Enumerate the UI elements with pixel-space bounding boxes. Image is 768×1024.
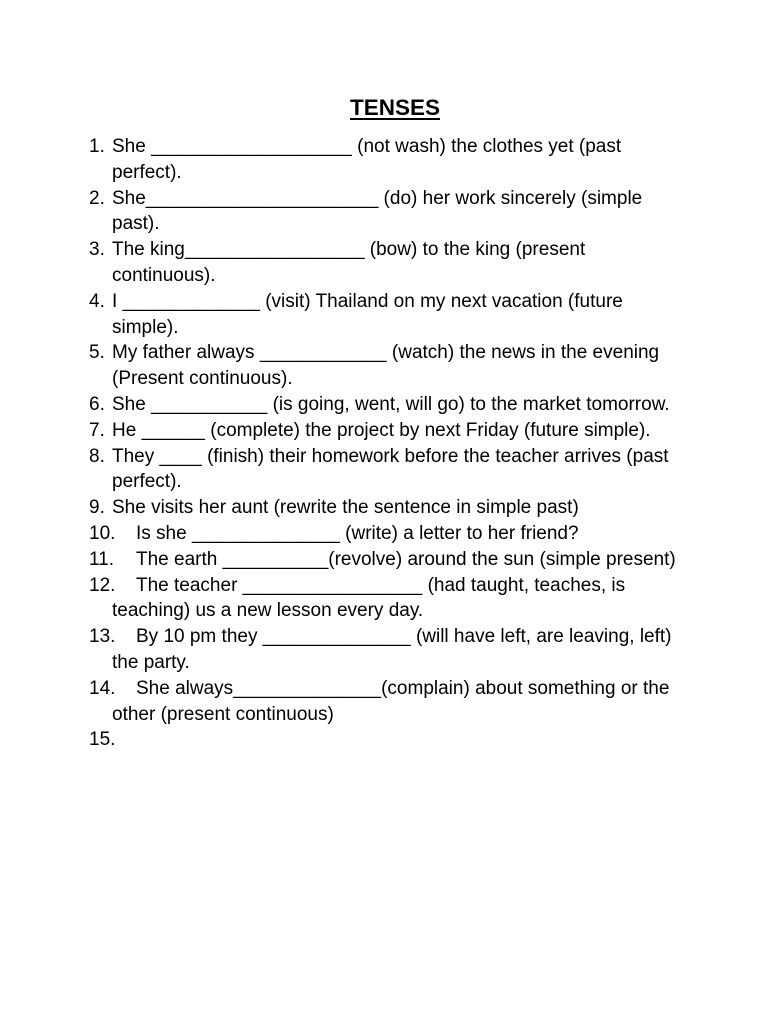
item-number: 12. <box>89 574 116 596</box>
exercise-list <box>89 134 689 751</box>
item-text: She always______________(complain) about something or the other (present continuous) <box>112 677 670 725</box>
exercise-item-13 <box>89 624 689 676</box>
item-number: 5. <box>89 342 105 364</box>
item-text: The teacher _________________ (had taught, teaches, is teaching) us a new lesson every day. <box>112 574 626 622</box>
item-number: 3. <box>89 239 105 261</box>
exercise-item-10 <box>89 521 689 547</box>
item-number: 7. <box>89 419 105 441</box>
item-number: 14. <box>89 677 116 699</box>
item-text: She______________________ (do) her work sincerely (simple past). <box>112 187 643 235</box>
item-text: The earth __________(revolve) around the sun (simple present) <box>136 548 676 570</box>
item-number: 8. <box>89 445 105 467</box>
item-number: 10. <box>89 522 116 544</box>
item-text: He ______ (complete) the project by next Friday (future simple). <box>112 419 651 441</box>
exercise-item-14 <box>89 676 689 728</box>
item-text: I _____________ (visit) Thailand on my next vacation (future simple). <box>112 290 623 338</box>
item-text: She ___________________ (not wash) the clothes yet (past perfect). <box>112 136 622 183</box>
item-number: 4. <box>89 290 105 312</box>
item-number: 2. <box>89 187 105 209</box>
exercise-item-5 <box>89 340 689 392</box>
item-number: 11. <box>89 548 115 570</box>
item-number: 15. <box>89 729 116 751</box>
item-text: They ____ (finish) their homework before the teacher arrives (past perfect). <box>112 445 669 493</box>
exercise-item-2 <box>89 186 689 238</box>
item-text: By 10 pm they ______________ (will have left, are leaving, left) the party. <box>112 626 672 673</box>
exercise-item-8 <box>89 444 689 496</box>
item-text: Is she ______________ (write) a letter to her friend? <box>136 522 579 544</box>
item-number: 1. <box>89 136 105 157</box>
item-number: 9. <box>89 497 105 519</box>
exercise-item-7 <box>89 418 689 444</box>
item-number: 6. <box>89 393 105 415</box>
exercise-item-4 <box>89 289 689 341</box>
item-number: 13. <box>89 626 116 648</box>
exercise-item-9 <box>89 495 689 521</box>
item-text: She visits her aunt (rewrite the sentence in simple past) <box>112 497 579 519</box>
item-text: She ___________ (is going, went, will go) to the market tomorrow. <box>112 393 670 415</box>
exercise-item-6 <box>89 392 689 418</box>
item-text: My father always ____________ (watch) the news in the evening (Present continuous). <box>112 342 660 390</box>
exercise-item-1 <box>89 134 689 186</box>
exercise-item-12 <box>89 573 689 625</box>
exercise-item-3 <box>89 237 689 289</box>
item-text: The king_________________ (bow) to the king (present continuous). <box>112 239 586 286</box>
worksheet-title: TENSES <box>349 95 441 120</box>
exercise-item-11 <box>89 547 689 573</box>
